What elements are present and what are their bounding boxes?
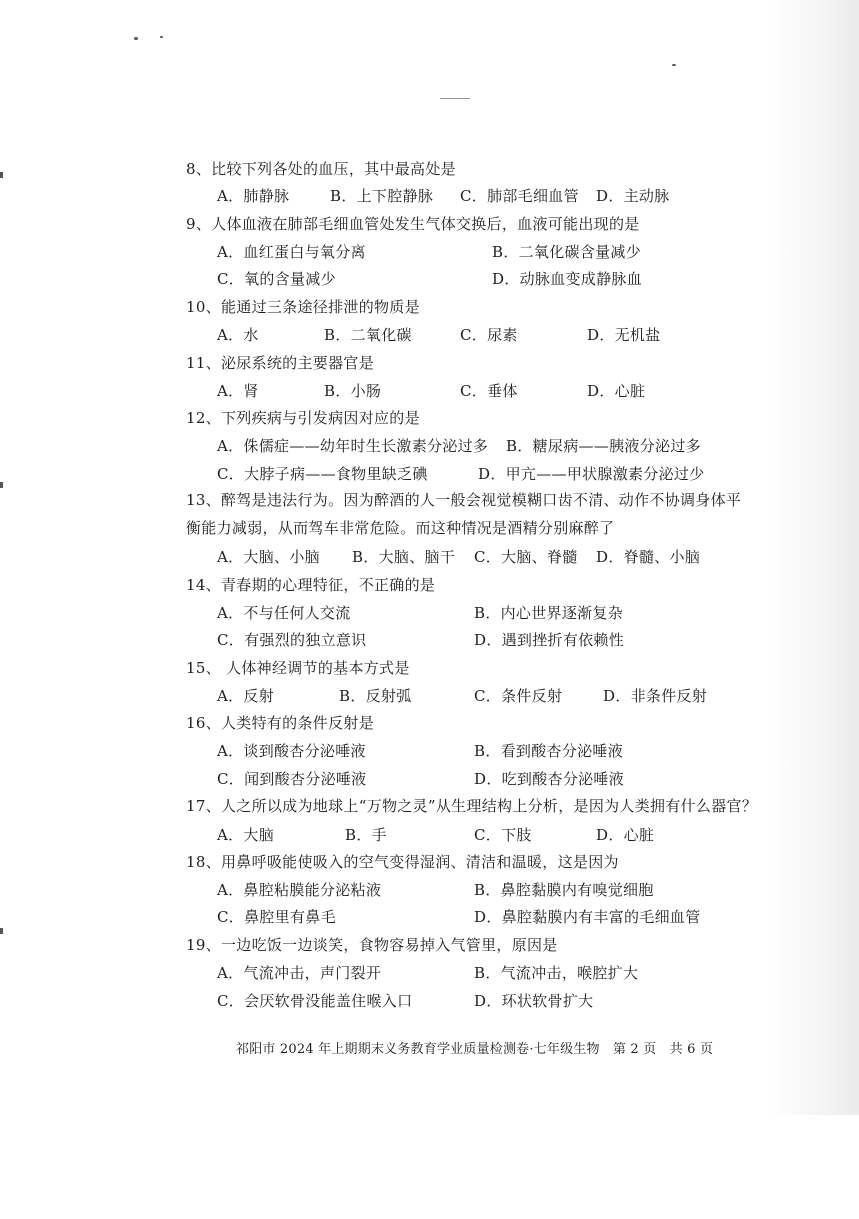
question-17-option-b: B．手	[345, 826, 387, 844]
question-10-option-a: A．水	[217, 326, 259, 344]
question-9-option-c: C．氧的含量减少	[217, 270, 336, 288]
question-12-stem: 12、下列疾病与引发病因对应的是	[186, 409, 420, 427]
question-19-option-c: C．会厌软骨没能盖住喉入口	[217, 992, 413, 1010]
question-10-stem: 10、能通过三条途径排泄的物质是	[186, 298, 420, 316]
question-18-stem: 18、用鼻呼吸能使吸入的空气变得湿润、清洁和温暖，这是因为	[186, 853, 619, 871]
question-19-stem: 19、一边吃饭一边谈笑，食物容易掉入气管里，原因是	[186, 936, 558, 954]
question-15-stem: 15、 人体神经调节的基本方式是	[186, 659, 410, 677]
question-19-option-a: A．气流冲击，声门裂开	[217, 964, 382, 982]
page-footer: 祁阳市 2024 年上期期末义务教育学业质量检测卷·七年级生物 第 2 页 共 6 页	[236, 1042, 714, 1057]
question-16-option-a: A．谈到酸杏分泌唾液	[217, 742, 366, 760]
question-14-option-d: D．遇到挫折有依赖性	[474, 631, 625, 649]
question-8-stem: 8、比较下列各处的血压，其中最高处是	[186, 160, 456, 178]
question-14-option-b: B．内心世界逐渐复杂	[474, 604, 624, 622]
question-8-option-a: A．肺静脉	[217, 187, 290, 205]
question-11-option-c: C．垂体	[460, 382, 518, 400]
question-10-option-b: B．二氧化碳	[324, 326, 412, 344]
question-9-option-b: B．二氧化碳含量减少	[492, 243, 642, 261]
question-8-option-d: D．主动脉	[596, 187, 670, 205]
question-18-option-a: A．鼻腔粘膜能分泌粘液	[217, 881, 382, 899]
question-12-option-b: B．糖尿病——胰液分泌过多	[506, 437, 701, 455]
question-17-option-a: A．大脑	[217, 826, 275, 844]
question-10-option-d: D．无机盐	[587, 326, 661, 344]
question-15-option-d: D．非条件反射	[603, 687, 708, 705]
question-11-option-a: A．肾	[217, 382, 259, 400]
question-19-option-d: D．环状软骨扩大	[474, 992, 594, 1010]
question-14-option-a: A．不与任何人交流	[217, 604, 351, 622]
question-19-option-b: B．气流冲击，喉腔扩大	[474, 964, 639, 982]
question-18-option-c: C．鼻腔里有鼻毛	[217, 908, 336, 926]
question-9-option-d: D．动脉血变成静脉血	[492, 270, 643, 288]
question-13-option-c: C．大脑、脊髓	[474, 548, 578, 566]
question-10-option-c: C．尿素	[460, 326, 518, 344]
question-12-option-c: C．大脖子病——食物里缺乏碘	[217, 465, 428, 483]
question-18-option-d: D．鼻腔黏膜内有丰富的毛细血管	[474, 908, 701, 926]
question-18-option-b: B．鼻腔黏膜内有嗅觉细胞	[474, 881, 654, 899]
question-16-option-c: C．闻到酸杏分泌唾液	[217, 770, 367, 788]
question-13-option-b: B．大脑、脑干	[352, 548, 456, 566]
question-13-stem: 13、醉驾是违法行为。因为醉酒的人一般会视觉模糊口齿不清、动作不协调身体平衡能力减弱，从而驾车非常危险。而这种情况是酒精分别麻醉了	[186, 491, 742, 537]
question-17-option-c: C．下肢	[474, 826, 532, 844]
question-14-stem: 14、青春期的心理特征，不正确的是	[186, 576, 436, 594]
question-13-option-a: A．大脑、小脑	[217, 548, 320, 566]
question-16-option-d: D．吃到酸杏分泌唾液	[474, 770, 625, 788]
question-9-option-a: A．血红蛋白与氧分离	[217, 243, 366, 261]
question-16-option-b: B．看到酸杏分泌唾液	[474, 742, 624, 760]
question-15-option-c: C．条件反射	[474, 687, 563, 705]
question-15-option-a: A．反射	[217, 687, 275, 705]
question-16-stem: 16、人类特有的条件反射是	[186, 714, 374, 732]
question-9-stem: 9、人体血液在肺部毛细血管处发生气体交换后，血液可能出现的是	[186, 215, 640, 233]
question-14-option-c: C．有强烈的独立意识	[217, 631, 367, 649]
question-17-stem: 17、人之所以成为地球上“万物之灵”从生理结构上分析，是因为人类拥有什么器官？	[186, 797, 758, 815]
question-12-option-d: D．甲亢——甲状腺激素分泌过少	[478, 465, 705, 483]
question-12-option-a: A．侏儒症——幼年时生长激素分泌过多	[217, 437, 489, 455]
question-8-option-b: B．上下腔静脉	[330, 187, 434, 205]
question-15-option-b: B．反射弧	[339, 687, 412, 705]
question-11-option-d: D．心脏	[587, 382, 646, 400]
question-11-option-b: B．小肠	[324, 382, 382, 400]
question-17-option-d: D．心脏	[596, 826, 655, 844]
question-8-option-c: C．肺部毛细血管	[460, 187, 579, 205]
question-11-stem: 11、泌尿系统的主要器官是	[186, 354, 374, 372]
question-13-option-d: D．脊髓、小脑	[596, 548, 701, 566]
